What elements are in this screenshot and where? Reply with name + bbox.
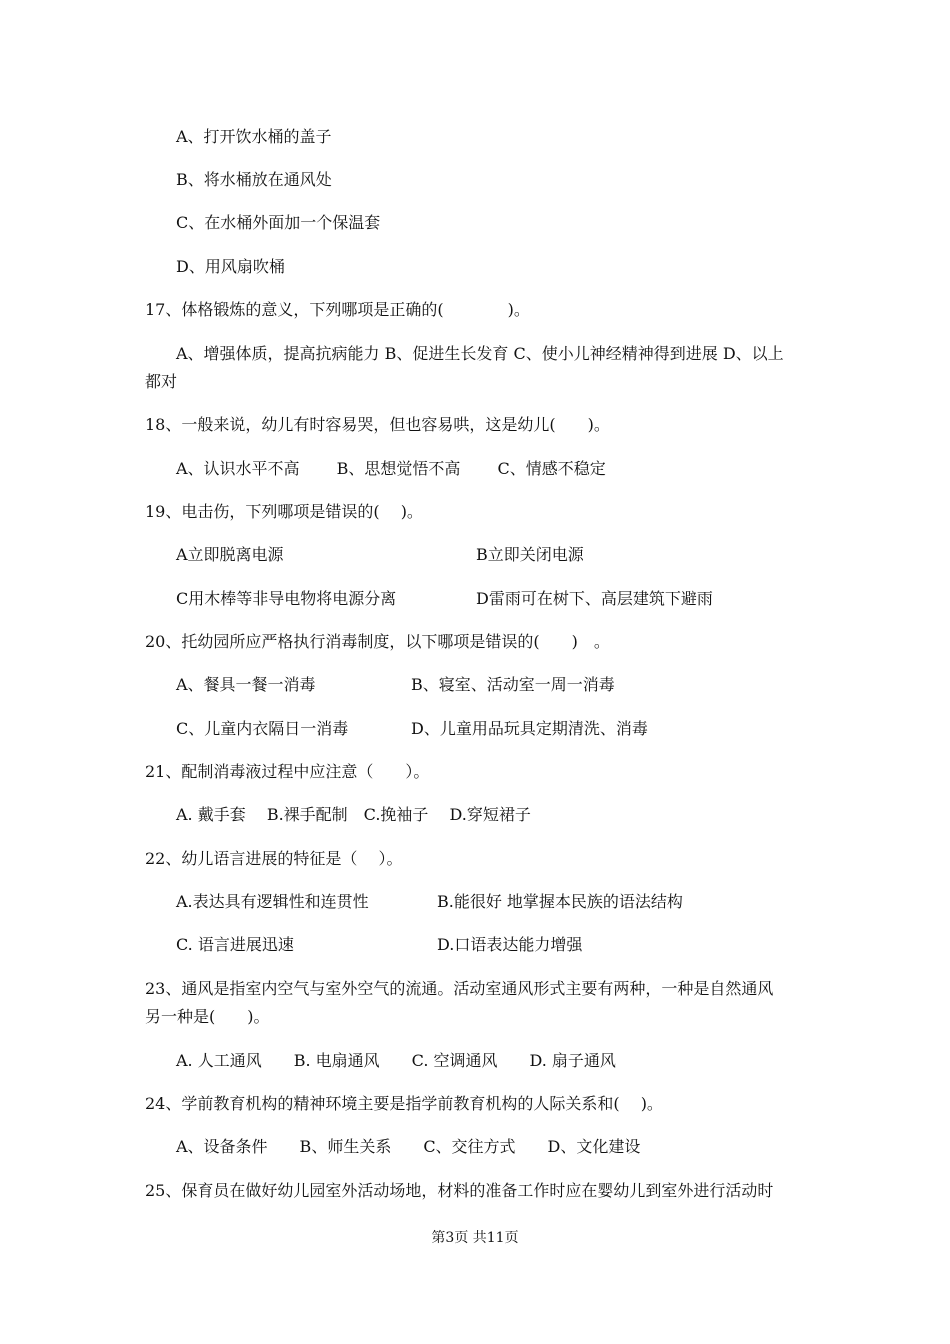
question-17: 17、体格锻炼的意义，下列哪项是正确的( )。 [145, 300, 530, 319]
option-b: B、寝室、活动室一周一消毒 [411, 675, 615, 694]
option-line [176, 934, 583, 956]
option-line [176, 891, 683, 913]
question-23-continued: 另一种是( )。 [145, 1007, 270, 1026]
question-19: 19、电击伤，下列哪项是错误的( )。 [145, 502, 423, 521]
option-line: A. 戴手套 B.裸手配制 C.挽袖子 D.穿短裙子 [176, 805, 531, 824]
question-22: 22、幼儿语言进展的特征是（ ）。 [145, 849, 403, 868]
option-line: A、认识水平不高 B、思想觉悟不高 C、情感不稳定 [176, 459, 606, 478]
question-23: 23、通风是指室内空气与室外空气的流通。活动室通风形式主要有两种，一种是自然通风 [145, 979, 774, 998]
option-line: B、将水桶放在通风处 [176, 170, 332, 189]
option-d: D.口语表达能力增强 [437, 935, 583, 954]
option-line: A、增强体质，提高抗病能力 B、促进生长发育 C、使小儿神经精神得到进展 D、以上 [176, 344, 784, 363]
question-20: 20、托幼园所应严格执行消毒制度，以下哪项是错误的( ) 。 [145, 632, 610, 651]
option-line [176, 674, 615, 696]
option-c: C. 语言进展迅速 [176, 935, 294, 954]
option-c: C、儿童内衣隔日一消毒 [176, 719, 349, 738]
question-24: 24、学前教育机构的精神环境主要是指学前教育机构的人际关系和( )。 [145, 1094, 663, 1113]
option-d: D雷雨可在树下、高层建筑下避雨 [476, 589, 713, 608]
option-line [176, 718, 648, 740]
page-footer: 第3页 共11页 [431, 1230, 519, 1246]
option-line: A、打开饮水桶的盖子 [176, 127, 332, 146]
option-a: A.表达具有逻辑性和连贯性 [176, 892, 369, 911]
option-line: A、设备条件 B、师生关系 C、交往方式 D、文化建设 [176, 1137, 641, 1156]
option-d: D、儿童用品玩具定期清洗、消毒 [411, 719, 648, 738]
option-b: B.能很好 地掌握本民族的语法结构 [437, 892, 683, 911]
option-line: C、在水桶外面加一个保温套 [176, 213, 381, 232]
option-line: A. 人工通风 B. 电扇通风 C. 空调通风 D. 扇子通风 [176, 1051, 616, 1070]
option-b: B立即关闭电源 [476, 545, 584, 564]
question-18: 18、一般来说，幼儿有时容易哭，但也容易哄，这是幼儿( )。 [145, 415, 610, 434]
question-25: 25、保育员在做好幼儿园室外活动场地，材料的准备工作时应在婴幼儿到室外进行活动时 [145, 1181, 774, 1200]
option-c: C用木棒等非导电物将电源分离 [176, 589, 397, 608]
option-line [176, 588, 713, 610]
option-line [176, 544, 584, 566]
option-line: D、用风扇吹桶 [176, 257, 285, 276]
option-a: A立即脱离电源 [176, 545, 284, 564]
option-a: A、餐具一餐一消毒 [176, 675, 316, 694]
question-21: 21、配制消毒液过程中应注意（ ）。 [145, 762, 430, 781]
option-line-continued: 都对 [145, 372, 178, 391]
